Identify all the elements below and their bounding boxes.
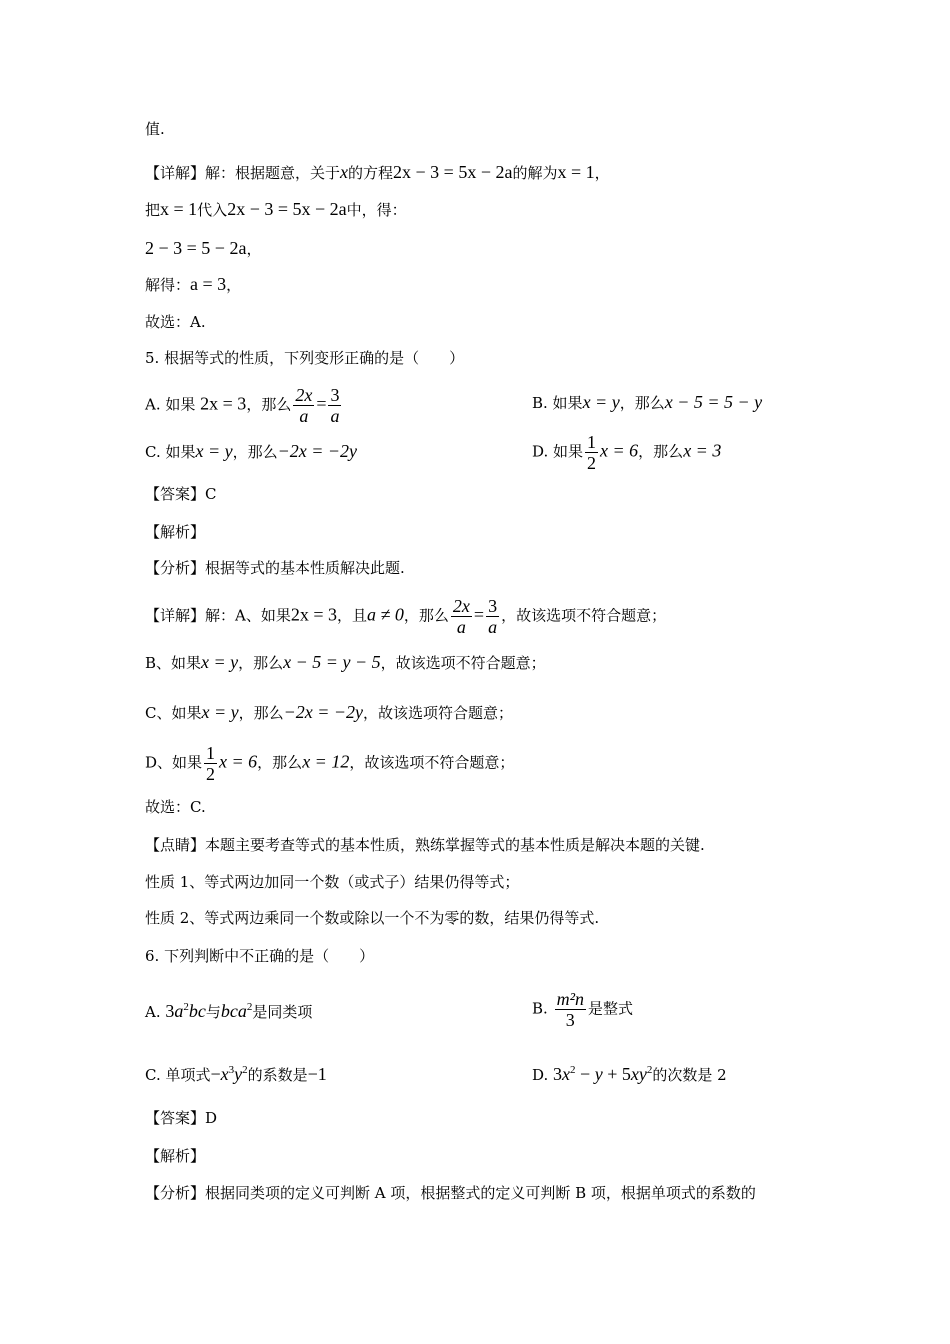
numerator: 3 — [488, 596, 498, 616]
text: 把 — [145, 201, 161, 219]
option-6c — [145, 1063, 327, 1086]
property-1: 性质 1、等式两边加同一个数（或式子）结果仍得等式； — [145, 873, 520, 891]
math-equation: x = y — [201, 652, 239, 672]
text-line — [145, 273, 241, 296]
text: ，那么 — [257, 753, 303, 772]
math-equation: x = 3 — [683, 440, 722, 461]
detail-b — [145, 651, 546, 674]
option-6a — [145, 1000, 312, 1023]
text-line: 故选：C. — [145, 798, 206, 816]
property-2: 性质 2、等式两边乘同一个数或除以一个不为零的数，结果仍得等式. — [145, 909, 600, 927]
text: ，那么 — [619, 394, 665, 412]
denominator: 2 — [587, 453, 597, 473]
text: D. — [532, 1066, 549, 1084]
math-solution: x = 1 — [160, 199, 198, 219]
detail-a: 【详解】解：A、如果2x = 3，且a ≠ 0，那么 $\frac{2x}{a}$ = $\frac{3}{a}$ ，故该选项不符合题意； — [145, 596, 667, 637]
denominator: a — [488, 617, 498, 637]
text-line: 故选：A. — [145, 313, 206, 331]
fraction — [293, 385, 314, 426]
denominator: a — [330, 406, 340, 426]
text: 的方程 — [348, 164, 394, 182]
numerator: 1 — [587, 432, 597, 452]
option-5d — [532, 432, 721, 473]
math-equation: 2 − 3 = 5 − 2a — [145, 238, 247, 258]
numerator: 3 — [330, 385, 340, 405]
text: ，故该选项符合题意； — [363, 704, 514, 722]
text: ，故该选项不符合题意； — [501, 606, 667, 625]
text: ，故该选项不符合题意； — [380, 654, 546, 672]
text: 的解为 — [512, 164, 558, 182]
text: ， — [246, 240, 262, 258]
text: 是整式 — [587, 999, 633, 1018]
math-equation: 2x − 3 = 5x − 2a — [393, 162, 513, 182]
math-equation: a = 3 — [190, 274, 227, 294]
fraction — [204, 743, 217, 784]
math-equation: x = 12 — [302, 751, 350, 772]
text-line: 值. — [145, 120, 165, 138]
fraction — [486, 596, 499, 637]
text: ，那么 — [238, 654, 284, 672]
math-equation: x = y — [201, 702, 239, 722]
text: 代入 — [197, 201, 228, 219]
math-equation: −2x = −2y — [283, 702, 364, 722]
text: ，且 — [337, 606, 368, 625]
answer-5: 【答案】C — [145, 485, 217, 503]
option-5c — [145, 440, 357, 463]
analysis-text: 【分析】根据等式的基本性质解决此题. — [145, 559, 405, 577]
text: ，那么 — [246, 395, 292, 414]
text: B. — [532, 999, 548, 1018]
text: D. 如果 — [532, 442, 584, 461]
analysis-heading: 【解析】 — [145, 523, 206, 541]
text: ，那么 — [403, 606, 449, 625]
text: 解得： — [145, 276, 191, 294]
math-equation: x − 5 = 5 − y — [664, 392, 763, 412]
option-5b — [532, 391, 762, 414]
numerator: 1 — [206, 743, 216, 763]
fraction — [585, 432, 598, 473]
math-term: −1 — [307, 1064, 327, 1084]
text: 的次数是 2 — [652, 1066, 727, 1084]
fraction — [555, 989, 586, 1030]
text: A. — [145, 1003, 161, 1021]
text: ， — [226, 276, 242, 294]
math-equation: x = y — [195, 441, 233, 461]
text: C. 如果 — [145, 443, 196, 461]
fraction — [451, 596, 472, 637]
math-equation: 2x = 3 — [290, 604, 337, 625]
math-term: $-x^3y^2$ — [210, 1064, 248, 1084]
text: A. 如果 — [145, 395, 196, 414]
text: ，故该选项不符合题意； — [349, 753, 515, 772]
denominator: 3 — [565, 1010, 575, 1030]
analysis-text: 【分析】根据同类项的定义可判断 A 项，根据整式的定义可判断 B 项，根据单项式的系数的 — [145, 1184, 756, 1202]
denominator: a — [299, 406, 309, 426]
math-equation: x = 6 — [600, 440, 639, 461]
text: 【详解】解：A、如果 — [145, 606, 291, 625]
numerator: 2x — [452, 596, 470, 616]
math-equation: a ≠ 0 — [367, 604, 404, 625]
option-6b — [532, 989, 633, 1030]
detail-line — [145, 161, 610, 184]
text: ，那么 — [638, 442, 684, 461]
text: 与 — [205, 1003, 221, 1021]
fraction — [328, 385, 341, 426]
analysis-heading: 【解析】 — [145, 1147, 206, 1165]
math-term: $3a^2bc$ — [165, 1001, 206, 1021]
text: ，那么 — [232, 443, 278, 461]
text: ， — [594, 164, 610, 182]
text-line — [145, 237, 261, 260]
math-equation: x = 6 — [219, 751, 258, 772]
text: B. 如果 — [532, 394, 583, 412]
text: 是同类项 — [252, 1003, 313, 1021]
text: D、如果 — [145, 753, 203, 772]
comment-text: 【点睛】本题主要考查等式的基本性质，熟练掌握等式的基本性质是解决本题的关键. — [145, 836, 705, 854]
denominator: 2 — [206, 764, 216, 784]
math-equation: x = y — [582, 392, 620, 412]
text: 中，得： — [346, 201, 407, 219]
math-term: $3x^2 - y + 5xy^2$ — [553, 1064, 653, 1084]
math-term: bca$^2$ — [220, 1001, 253, 1021]
numerator: m²n — [556, 989, 584, 1009]
question-5: 5. 根据等式的性质，下列变形正确的是（ ） — [145, 349, 465, 367]
text: ，那么 — [238, 704, 284, 722]
denominator: a — [456, 617, 466, 637]
math-x: x — [340, 162, 349, 182]
option-6d — [532, 1063, 727, 1086]
detail-c — [145, 701, 513, 724]
option-5a: A. 如果 2x = 3，那么 $\frac{2x}{a}$ = $\frac{3}{a}$ — [145, 385, 340, 426]
text: C、如果 — [145, 704, 202, 722]
math-solution: x = 1 — [557, 162, 595, 182]
math-equation: 2x = 3 — [200, 393, 247, 414]
numerator: 2x — [295, 385, 313, 405]
math-equation: 2x − 3 = 5x − 2a — [227, 199, 347, 219]
detail-d — [145, 743, 514, 784]
text: 【详解】解：根据题意，关于 — [145, 164, 341, 182]
math-equation: x − 5 = y − 5 — [283, 652, 381, 672]
math-equation: −2x = −2y — [277, 441, 358, 461]
question-6: 6. 下列判断中不正确的是（ ） — [145, 947, 375, 965]
text: 的系数是 — [247, 1066, 308, 1084]
text: C. 单项式 — [145, 1066, 211, 1084]
answer-6: 【答案】D — [145, 1109, 218, 1127]
text-line — [145, 198, 407, 221]
text: B、如果 — [145, 654, 202, 672]
